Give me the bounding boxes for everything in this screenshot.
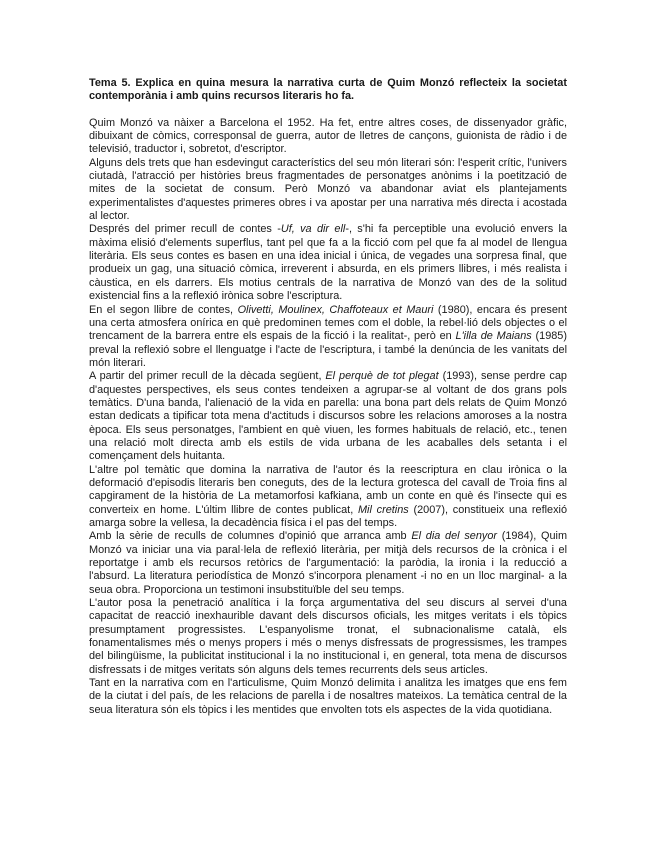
book-title: Mil cretins — [357, 503, 409, 516]
paragraph-2: Alguns dels trets que han esdevingut característics del seu món literari són: l'esperit crític, l'univers ciutadà, l'atracció per històries breus fragmentades de personatges anònims i la poetització de mites de la societat de consum. Però Monzó va abandonar aviat els plantejaments experimentalistes d'aquestes primeres obres i va apostar per una narrativa més directa i acostada al lector. — [89, 156, 567, 223]
paragraph-text: -, s'hi fa perceptible una evolució envers la màxima elisió d'elements superflus, tant pel que fa a la ficció com pel que fa al model de llengua literària. Els seus contes es basen en una idea inicial i única, de vegades una sorpresa final, que produeix un gag, una situació còmica, irreverent i absurda, en els primers llibres, i més realista i càustica, en els darrers. Els motius centrals de la narrativa de Monzó van des de la solitud existencial fins a la reflexió irònica sobre l'escriptura. — [89, 223, 568, 303]
paragraph-5 — [89, 370, 567, 463]
paragraph-text: (1984), Quim Monzó va iniciar una via paral·lela de reflexió literària, per mitjà dels recursos de la crònica i el reportatge i amb els recursos retòrics de l'argumentació: la paròdia, la ironia i la reducció a l'absurd. La literatura periodística de Monzó s'incorpora plenament -i no en un lloc marginal- a la seua obra. Proporciona un testimoni insubstituïble del seu temps. — [89, 530, 568, 596]
paragraph-6 — [89, 464, 567, 531]
paragraph-4 — [89, 304, 567, 371]
book-title: El dia del senyor — [411, 530, 498, 543]
essay-title: Tema 5. Explica en quina mesura la narrativa curta de Quim Monzó reflecteix la societat contemporània i amb quins recursos literaris ho fa. — [89, 77, 567, 103]
paragraph-text: (1985) preval la reflexió sobre el llenguatge i l'acte de l'escriptura, i també la denúncia de les vanitats del món literari. — [89, 330, 567, 369]
paragraph-text: (1993), sense perdre cap d'aquestes perspectives, els seus contes tendeixen a agrupar-se al voltant de dos grans pols temàtics. D'una banda, l'alienació de la vida en parella: una bona part dels relats de Quim Monzó estan dedicats a tipificar tota mena d'actituds i discursos sobre les relacions amoroses a la nostra època. Els seus personatges, l'ambient en què viuen, les formes habituals de relació, etc., tenen una relació molt directa amb els estils de vida urbana de les acaballes dels setanta i el començament dels huitanta. — [89, 370, 567, 463]
paragraph-text: L'altre pol temàtic que domina la narrativa de l'autor és la reescriptura en clau irònica o la deformació d'episodis literaris ben coneguts, des de la lectura grotesca del cavall de Troia fins al capgirament de la història de La metamorfosi kafkiana, amb un conte en què és l'insecte qui es converteix en home. L'últim llibre de contes publicat, — [89, 463, 567, 516]
book-title: El perquè de tot plegat — [325, 370, 439, 383]
document-page — [89, 77, 567, 717]
book-title: L'illa de Maians — [455, 330, 532, 343]
paragraph-9: Tant en la narrativa com en l'articulisme, Quim Monzó delimita i analitza les imatges que ens fem de la ciutat i del país, de les relacions de parella i de nosaltres mateixos. La temàtica central de la seua literatura són els tòpics i les mentides que envolten tots els aspectes de la vida quotidiana. — [89, 677, 567, 716]
paragraph-text: (1980), encara és present una certa atmosfera onírica en què predominen temes com el doble, la rebel·lió dels objectes o el trencament de la barrera entre els espais de la ficció i la realitat-, però en — [89, 303, 567, 343]
book-title: Olivetti, Moulinex, Chaffoteaux et Mauri — [237, 303, 434, 316]
book-title: Uf, va dir ell — [280, 223, 346, 236]
paragraph-text: Després del primer recull de contes - — [89, 223, 281, 236]
paragraph-1: Quim Monzó va nàixer a Barcelona el 1952. Ha fet, entre altres coses, de dissenyador gràfic, dibuixant de còmics, corresponsal de guerra, autor de lletres de cançons, guionista de ràdio i de televisió, traductor i, sobretot, d'escriptor. — [89, 116, 567, 156]
paragraph-8: L'autor posa la penetració analítica i la força argumentativa del seu discurs al servei d'una capacitat de reacció inexhaurible davant dels discursos oficials, les mitges veritats i els tòpics presumptament progressistes. L'espanyolisme tronat, el subnacionalisme català, els fonamentalismes més o menys propers i més o menys disfressats de progressismes, les trampes del bilingüisme, la publicitat institucional i la no institucional i, en general, tota mena de discursos disfressats i de mitges veritats són alguns dels temes recurrents dels seus articles. — [89, 597, 567, 676]
paragraph-text: A partir del primer recull de la dècada següent, — [89, 370, 326, 383]
paragraph-text: (2007), constitueix una reflexió amarga sobre la vellesa, la decadència física i el pas del temps. — [89, 503, 568, 529]
paragraph-7 — [89, 530, 567, 597]
paragraph-text: Amb la sèrie de reculls de columnes d'opinió que arranca amb — [89, 530, 412, 543]
paragraph-text: En el segon llibre de contes, — [89, 303, 238, 316]
paragraph-3 — [89, 223, 567, 303]
